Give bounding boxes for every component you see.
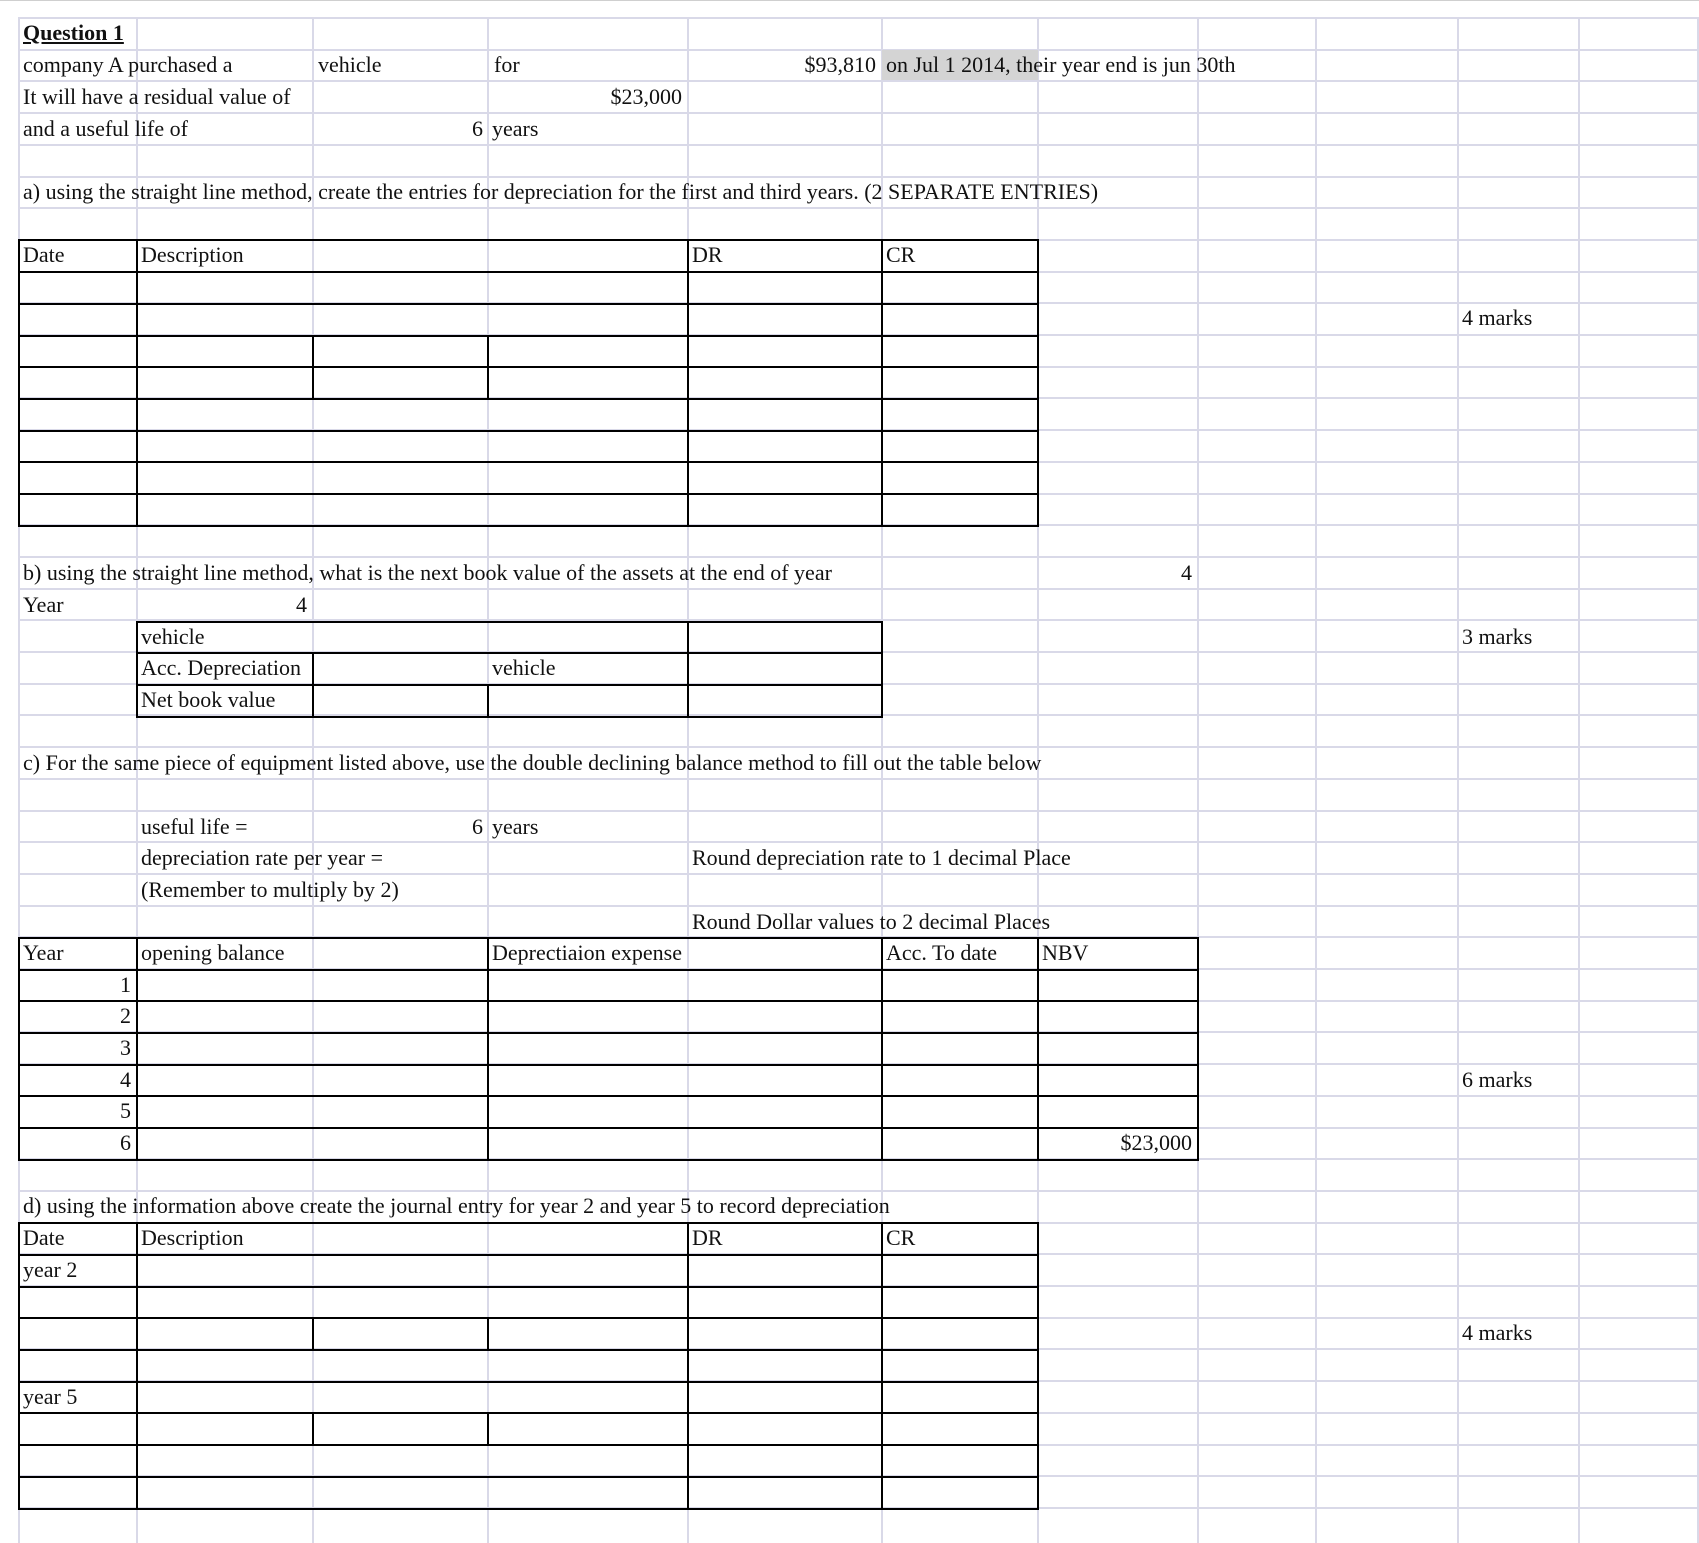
table-border-horizontal: [18, 303, 1039, 305]
table-border-horizontal: [18, 1412, 1039, 1414]
part-d-header-cr[interactable]: CR: [886, 1225, 916, 1250]
part-b-year-label[interactable]: Year: [23, 592, 64, 617]
part-d-prompt[interactable]: d) using the information above create the journal entry for year 2 and year 5 to record depreciation: [23, 1193, 890, 1218]
part-d-header-dr[interactable]: DR: [692, 1225, 723, 1250]
question-title[interactable]: Question 1: [23, 20, 124, 45]
grid-column-line: [1315, 18, 1317, 1543]
table-border-horizontal: [136, 716, 883, 718]
table-border-horizontal: [18, 1349, 1039, 1351]
table-border-horizontal: [18, 1286, 1039, 1288]
grid-column-line: [1457, 18, 1459, 1543]
table-border-vertical: [312, 1412, 314, 1446]
part-a-header-date[interactable]: Date: [23, 242, 65, 267]
table-border-horizontal: [18, 1254, 1039, 1256]
table-border-horizontal: [18, 1064, 1199, 1066]
part-b-marks[interactable]: 3 marks: [1462, 624, 1533, 649]
table-border-vertical: [1037, 239, 1039, 527]
part-c-marks[interactable]: 6 marks: [1462, 1067, 1533, 1092]
table-border-vertical: [312, 1317, 314, 1351]
table-border-horizontal: [18, 430, 1039, 432]
part-c-year-4[interactable]: 4: [120, 1067, 131, 1092]
part-c-useful-life-value[interactable]: 6: [472, 814, 483, 839]
part-c-header-expense[interactable]: Deprectiaion expense: [492, 940, 682, 965]
part-c-final-nbv[interactable]: $23,000: [1120, 1130, 1192, 1155]
purchase-price[interactable]: $93,810: [804, 52, 876, 77]
grid-column-line: [1578, 18, 1580, 1543]
table-border-vertical: [312, 652, 314, 718]
table-border-vertical: [881, 621, 883, 718]
part-c-header-opening[interactable]: opening balance: [141, 940, 285, 965]
table-border-vertical: [312, 335, 314, 400]
table-border-horizontal: [18, 1000, 1199, 1002]
grid-column-line: [312, 18, 314, 1543]
table-border-horizontal: [18, 525, 1039, 527]
part-c-year-5[interactable]: 5: [120, 1098, 131, 1123]
table-border-horizontal: [18, 1476, 1039, 1478]
grid-column-line: [1197, 18, 1199, 1543]
part-c-header-acc[interactable]: Acc. To date: [886, 940, 998, 965]
for-text[interactable]: for: [494, 52, 520, 77]
part-c-year-3[interactable]: 3: [120, 1035, 131, 1060]
part-a-header-description[interactable]: Description: [141, 242, 244, 267]
table-border-horizontal: [18, 1127, 1199, 1129]
table-border-horizontal: [18, 1444, 1039, 1446]
table-border-vertical: [18, 239, 20, 527]
part-b-acc-dep-asset[interactable]: vehicle: [492, 655, 556, 680]
residual-value[interactable]: $23,000: [610, 84, 682, 109]
table-border-horizontal: [18, 1032, 1199, 1034]
part-a-header-cr[interactable]: CR: [886, 242, 916, 267]
table-border-vertical: [136, 239, 138, 527]
part-c-dollar-note[interactable]: Round Dollar values to 2 decimal Places: [692, 909, 1051, 934]
part-a-marks[interactable]: 4 marks: [1462, 305, 1533, 330]
table-border-vertical: [881, 937, 883, 1161]
table-border-horizontal: [18, 969, 1199, 971]
table-border-horizontal: [136, 621, 883, 623]
purchase-date-text[interactable]: on Jul 1 2014, their year end is jun 30th: [886, 52, 1236, 77]
part-d-header-description[interactable]: Description: [141, 1225, 244, 1250]
useful-life-unit[interactable]: years: [492, 116, 539, 141]
table-border-horizontal: [18, 1159, 1199, 1161]
table-border-vertical: [136, 1222, 138, 1510]
table-border-horizontal: [18, 1095, 1199, 1097]
residual-label[interactable]: It will have a residual value of: [23, 84, 291, 109]
part-d-header-date[interactable]: Date: [23, 1225, 65, 1250]
part-b-row-vehicle[interactable]: vehicle: [141, 624, 205, 649]
grid-row-line: [18, 17, 1699, 19]
table-border-horizontal: [18, 493, 1039, 495]
part-c-header-nbv[interactable]: NBV: [1042, 940, 1089, 965]
grid-column-line: [487, 18, 489, 1543]
grid-row-line: [18, 144, 1699, 146]
table-border-vertical: [881, 1222, 883, 1510]
table-border-vertical: [1037, 1222, 1039, 1510]
table-border-vertical: [487, 1412, 489, 1446]
purchase-text[interactable]: company A purchased a: [23, 52, 233, 77]
part-c-useful-life-unit[interactable]: years: [492, 814, 539, 839]
part-a-header-dr[interactable]: DR: [692, 242, 723, 267]
part-a-prompt[interactable]: a) using the straight line method, create the entries for depreciation for the first and third years. (2 SEPARATE ENTRIES): [23, 179, 1099, 204]
useful-life-value[interactable]: 6: [472, 116, 483, 141]
table-border-vertical: [487, 937, 489, 1161]
table-border-vertical: [487, 335, 489, 400]
table-border-vertical: [487, 1317, 489, 1351]
table-border-horizontal: [18, 271, 1039, 273]
table-border-horizontal: [18, 1317, 1039, 1319]
part-c-multiply-note[interactable]: (Remember to multiply by 2): [141, 877, 399, 902]
part-d-year-5[interactable]: year 5: [23, 1384, 78, 1409]
table-border-vertical: [687, 239, 689, 527]
part-c-rate-label[interactable]: depreciation rate per year =: [141, 845, 384, 870]
table-border-horizontal: [18, 1508, 1039, 1510]
table-border-horizontal: [18, 366, 1039, 368]
table-border-vertical: [687, 621, 689, 718]
table-border-horizontal: [18, 398, 1039, 400]
table-border-vertical: [687, 1222, 689, 1510]
part-c-year-6[interactable]: 6: [120, 1130, 131, 1155]
asset-type[interactable]: vehicle: [318, 52, 382, 77]
useful-life-label[interactable]: and a useful life of: [23, 116, 188, 141]
part-c-header-year[interactable]: Year: [23, 940, 64, 965]
part-b-year-value[interactable]: 4: [1181, 560, 1192, 585]
table-border-vertical: [487, 684, 489, 718]
part-c-useful-life-label[interactable]: useful life =: [141, 814, 248, 839]
grid-row-line: [18, 810, 1699, 812]
table-border-horizontal: [18, 1381, 1039, 1383]
table-border-vertical: [881, 239, 883, 527]
part-b-year-number[interactable]: 4: [296, 592, 307, 617]
sheet-top-edge: [0, 0, 1699, 1]
part-d-year-2[interactable]: year 2: [23, 1257, 78, 1282]
part-c-year-2[interactable]: 2: [120, 1003, 131, 1028]
part-d-marks[interactable]: 4 marks: [1462, 1320, 1533, 1345]
table-border-horizontal: [18, 461, 1039, 463]
part-b-row-nbv[interactable]: Net book value: [141, 687, 276, 712]
part-b-row-acc-dep[interactable]: Acc. Depreciation: [141, 655, 302, 680]
table-border-horizontal: [18, 335, 1039, 337]
part-c-rate-note[interactable]: Round depreciation rate to 1 decimal Place: [692, 845, 1071, 870]
part-c-year-1[interactable]: 1: [120, 972, 131, 997]
part-b-prompt[interactable]: b) using the straight line method, what is the next book value of the assets at the end of year: [23, 560, 832, 585]
part-c-prompt[interactable]: c) For the same piece of equipment listed above, use the double declining balance method to fill out the table below: [23, 750, 1042, 775]
